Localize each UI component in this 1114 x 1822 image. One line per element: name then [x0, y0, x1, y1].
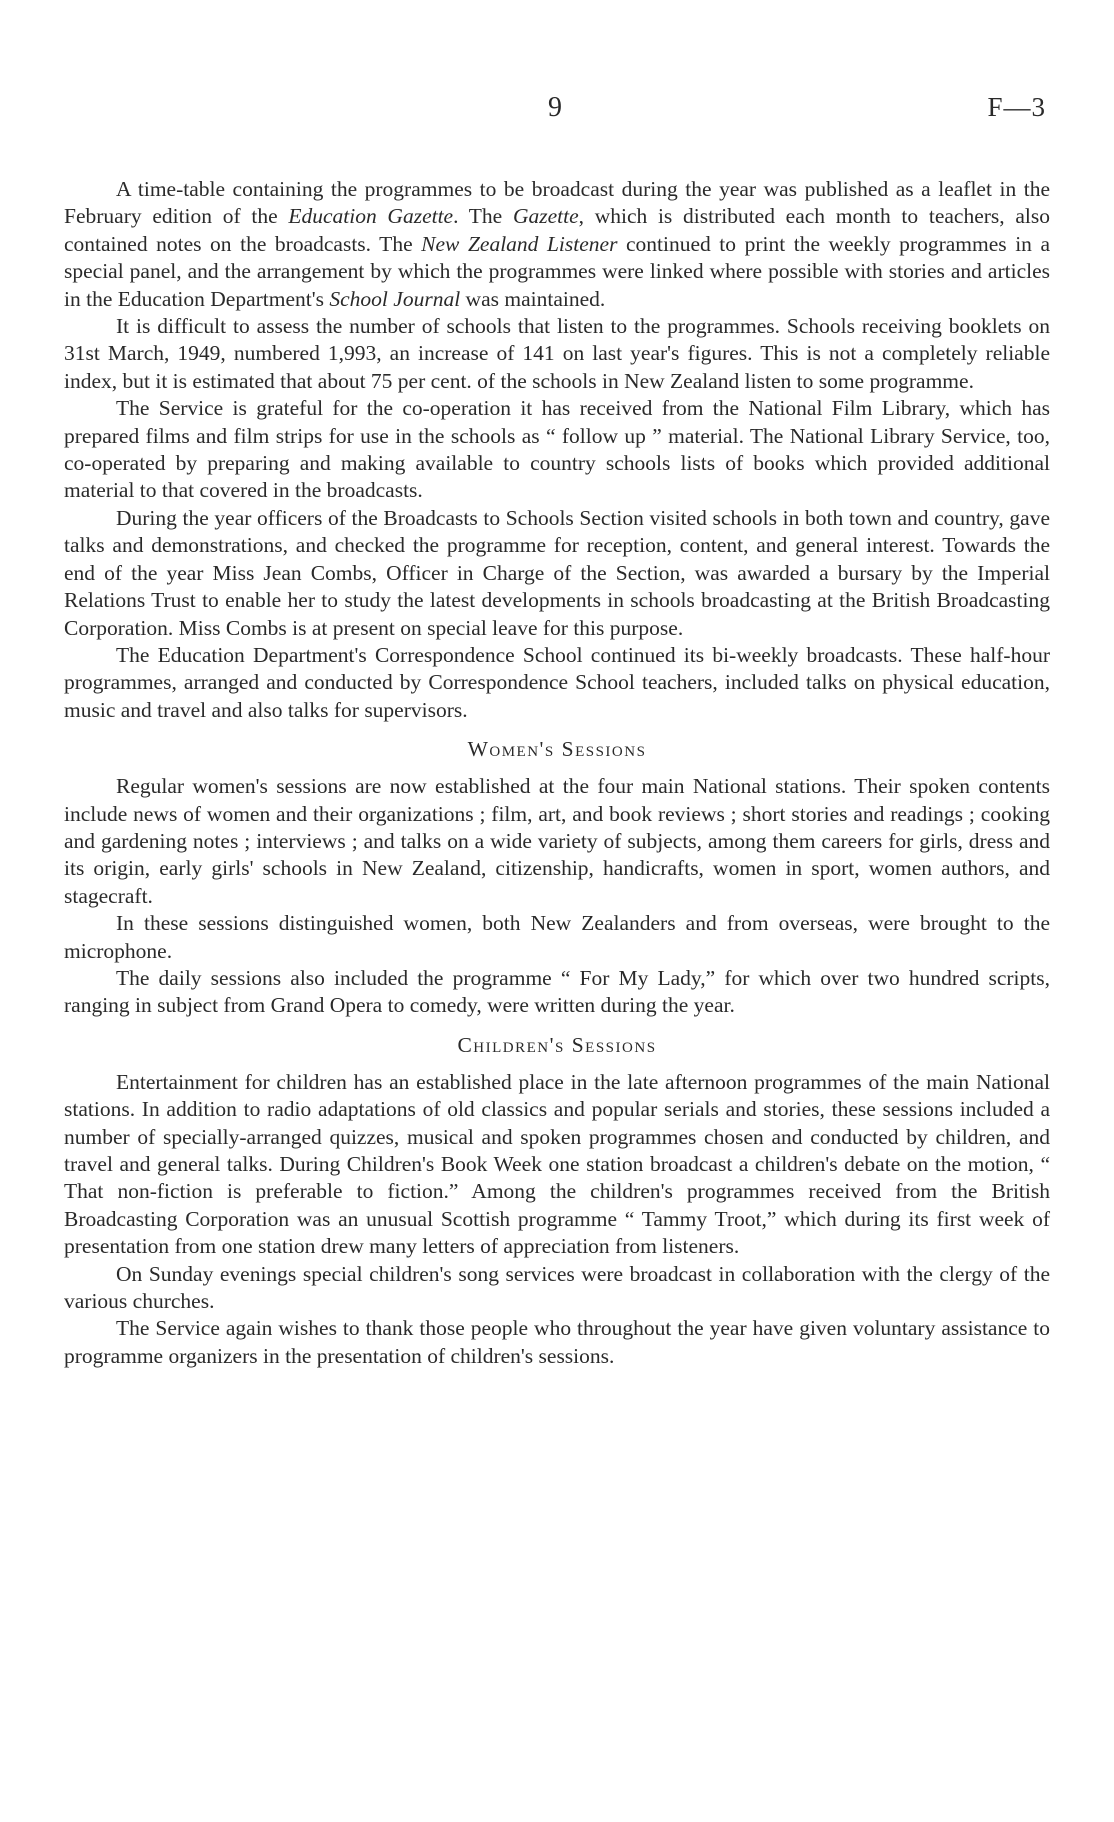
paragraph-childrens-1: Entertainment for children has an established place in the late afternoon programmes of the main National stations. In addition to radio adaptations of old classics and popular serials and stories, these sessions included a number of specially-arranged quizzes, musical and spoken programmes chosen and conducted by children, and travel and general talks. During Children's Book Week one station broadcast a children's debate on the motion, “ That non-fiction is preferable to fiction.” Among the children's programmes received from the British Broadcasting Corporation was an unusual Scottish programme “ Tammy Troot,” which during its first week of presentation from one station drew many letters of appreciation from listeners.: [64, 1069, 1050, 1259]
paragraph-officers: During the year officers of the Broadcasts to Schools Section visited schools in both town and country, gave talks and demonstrations, and checked the programme for reception, content, and general interest. Towards the end of the year Miss Jean Combs, Officer in Charge of the Section, was awarded a bursary by the Imperial Relations Trust to enable her to study the latest developments in schools broadcasting at the British Broadcasting Corporation. Miss Combs is at present on special leave for this purpose.: [64, 505, 1050, 640]
paragraph-correspondence-school: The Education Department's Correspondence School continued its bi-weekly broadcasts. These half-hour programmes, arranged and conducted by Correspondence School teachers, included talks on physical education, music and travel and also talks for supervisors.: [64, 642, 1050, 722]
document-reference: F—3: [987, 92, 1046, 122]
paragraph-listening-schools: It is difficult to assess the number of schools that listen to the programmes. Schools receiving booklets on 31st March, 1949, numbered 1,993, an increase of 141 on last year's figures. This is not a completely reliable index, but it is estimated that about 75 per cent. of the schools in New Zealand listen to some programme.: [64, 314, 1050, 393]
paragraph-womens-2: In these sessions distinguished women, both New Zealanders and from overseas, were brought to the microphone.: [64, 911, 1050, 963]
paragraph-womens-1: Regular women's sessions are now established at the four main National stations. Their spoken contents include news of women and their organizations ; film, art, and book reviews ; short stories and readings ; cooking and gardening notes ; interviews ; and talks on a wide variety of subjects, among them careers for girls, dress and its origin, early girls' schools in New Zealand, citizenship, handicrafts, women in sport, women authors, and stagecraft.: [64, 774, 1050, 908]
paragraph-timetable: A time-table containing the programmes to be broadcast during the year was published as a leaflet in the February edition of the Education Gazette. The Gazette, which is distributed each month to teachers, also contained notes on the broadcasts. The New Zealand Listener continued to print the weekly programmes in a special panel, and the arrangement by which the programmes were linked where possible with stories and articles in the Education Department's School Journal was maintained.: [64, 177, 1051, 311]
section-heading-womens-sessions: Women's Sessions: [467, 737, 647, 762]
page-header: [0, 92, 1114, 132]
publication-title: Gazette: [512, 204, 579, 229]
publication-title: Education Gazette: [288, 204, 454, 229]
publication-title: School Journal: [329, 286, 461, 311]
page-number: 9: [548, 92, 562, 123]
page-body: [64, 176, 1050, 1370]
paragraph-childrens-2: On Sunday evenings special children's song services were broadcast in collaboration with the clergy of the various churches.: [64, 1261, 1050, 1314]
paragraph-childrens-3: The Service again wishes to thank those people who throughout the year have given voluntary assistance to programme organizers in the presentation of children's sessions.: [64, 1316, 1050, 1368]
section-heading-childrens-sessions: Children's Sessions: [457, 1032, 657, 1057]
paragraph-womens-3: The daily sessions also included the programme “ For My Lady,” for which over two hundred scripts, ranging in subject from Grand Opera to comedy, were written during the year.: [64, 965, 1050, 1018]
paragraph-cooperation: The Service is grateful for the co-operation it has received from the National Film Library, which has prepared films and film strips for use in the schools as “ follow up ” material. The National Library Service, too, co-operated by preparing and making available to country schools lists of books which provided additional material to that covered in the broadcasts.: [64, 396, 1050, 503]
publication-title: New Zealand Listener: [421, 231, 618, 256]
